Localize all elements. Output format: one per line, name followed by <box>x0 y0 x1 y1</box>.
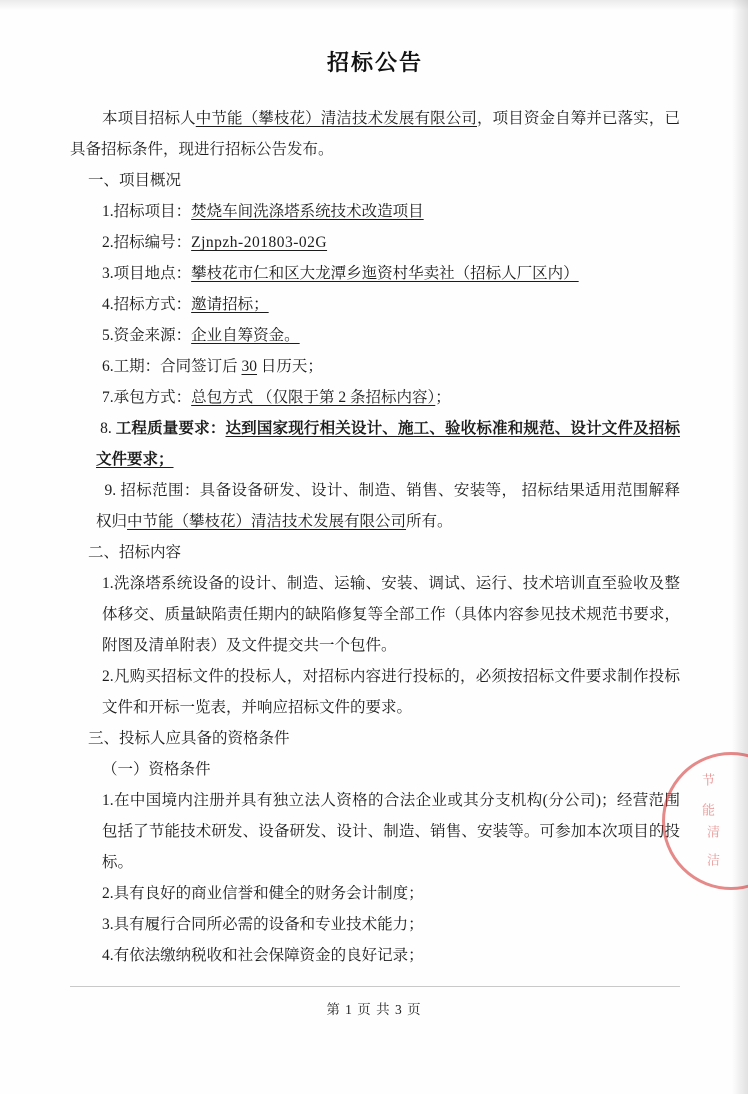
item-number: 1. <box>102 203 114 220</box>
item-value-company: 中节能（攀枝花）清洁技术发展有限公司 <box>127 513 407 530</box>
list-item <box>70 227 680 258</box>
intro-company: 中节能（攀枝花）清洁技术发展有限公司 <box>195 110 477 127</box>
item-number: 5. <box>102 327 114 344</box>
section-heading-3: 三、投标人应具备的资格条件 <box>88 730 290 747</box>
item-label: 项目地点： <box>113 265 192 282</box>
list-item <box>70 196 680 227</box>
item-number: 4. <box>102 296 114 313</box>
page-title: 招标公告 <box>326 50 423 75</box>
list-item <box>70 289 680 320</box>
list-item <box>70 413 680 475</box>
section-heading-2: 二、招标内容 <box>88 544 182 561</box>
item-label: 招标项目： <box>113 203 192 220</box>
item-value: 攀枝花市仁和区大龙潭乡迤资村华卖社（招标人厂区内） <box>191 265 579 282</box>
item-value: Zjnpzh-201803-02G <box>191 234 328 251</box>
item-value: 30 <box>241 358 258 375</box>
section3-paragraph: 4.有依法缴纳税收和社会保障资金的良好记录； <box>102 947 424 964</box>
scan-edge-right <box>732 0 748 1094</box>
item-number: 7. <box>102 389 114 406</box>
scan-edge-top <box>0 0 748 10</box>
document-content <box>70 46 680 971</box>
section3-paragraph: 3.具有履行合同所必需的设备和专业技术能力； <box>102 916 424 933</box>
list-item <box>70 475 680 537</box>
item-label: 工程质量要求： <box>115 420 226 437</box>
section-heading-1: 一、项目概况 <box>88 172 182 189</box>
item-tail: ； <box>435 389 451 406</box>
seal-text-line1: 节 能 <box>700 773 715 817</box>
intro-paragraph <box>70 103 680 165</box>
section2-paragraph: 2.凡购买招标文件的投标人，对招标内容进行投标的，必须按招标文件要求制作投标文件和开标一览表，并响应招标文件的要求。 <box>102 668 680 716</box>
footer-divider <box>70 986 680 987</box>
item-label: 招标范围： <box>120 482 200 499</box>
item-number: 9. <box>104 482 117 499</box>
section3-paragraph: 2.具有良好的商业信誉和健全的财务会计制度； <box>102 885 424 902</box>
intro-suffix: ，项目资金自筹并已落实，已具备招标条件，现进行招标公告发布。 <box>70 110 680 158</box>
item-value: 焚烧车间洗涤塔系统技术改造项目 <box>191 203 424 220</box>
intro-prefix: 本项目招标人 <box>102 110 196 127</box>
item-label: 承包方式： <box>113 389 192 406</box>
item-value: 邀请招标； <box>191 296 269 313</box>
item-value: 达到国家现行相关设计、施工、验收标准和规范、设计文件及招标文件要求； <box>96 420 680 468</box>
list-item <box>70 351 680 382</box>
item-number: 6. <box>102 358 114 375</box>
item-number: 3. <box>102 265 114 282</box>
item-tail: 所有。 <box>406 513 453 530</box>
item-label: 招标编号： <box>113 234 192 251</box>
section3-subheading: （一）资格条件 <box>102 761 211 778</box>
item-tail: 日历天； <box>260 358 323 375</box>
item-value: 企业自筹资金。 <box>191 327 300 344</box>
page-footer: 第 1 页 共 3 页 <box>326 1002 422 1017</box>
list-item <box>70 320 680 351</box>
list-item <box>70 258 680 289</box>
list-item <box>70 382 680 413</box>
section2-paragraph: 1.洗涤塔系统设备的设计、制造、运输、安装、调试、运行、技术培训直至验收及整体移交、质量缺陷责任期内的缺陷修复等全部工作（具体内容参见技术规范书要求，附图及清单附表）及文件提交共一个包件。 <box>102 575 680 654</box>
item-label: 工期：合同签订后 <box>113 358 238 375</box>
item-label: 招标方式： <box>113 296 192 313</box>
item-number: 2. <box>102 234 114 251</box>
item-value: 具备设备研发、设计、制造、销售、安装等， 招标结果适用范围解释权归 <box>96 482 680 530</box>
item-value: 总包方式 （仅限于第 2 条招标内容） <box>191 389 436 406</box>
seal-text-line2: 清 洁 <box>705 825 720 866</box>
item-number: 8. <box>100 420 112 437</box>
item-label: 资金来源： <box>113 327 192 344</box>
section3-paragraph: 1.在中国境内注册并具有独立法人资格的合法企业或其分支机构(分公司)；经营范围包括了节能技术研发、设备研发、设计、制造、销售、安装等。可参加本次项目的投标。 <box>102 792 680 871</box>
